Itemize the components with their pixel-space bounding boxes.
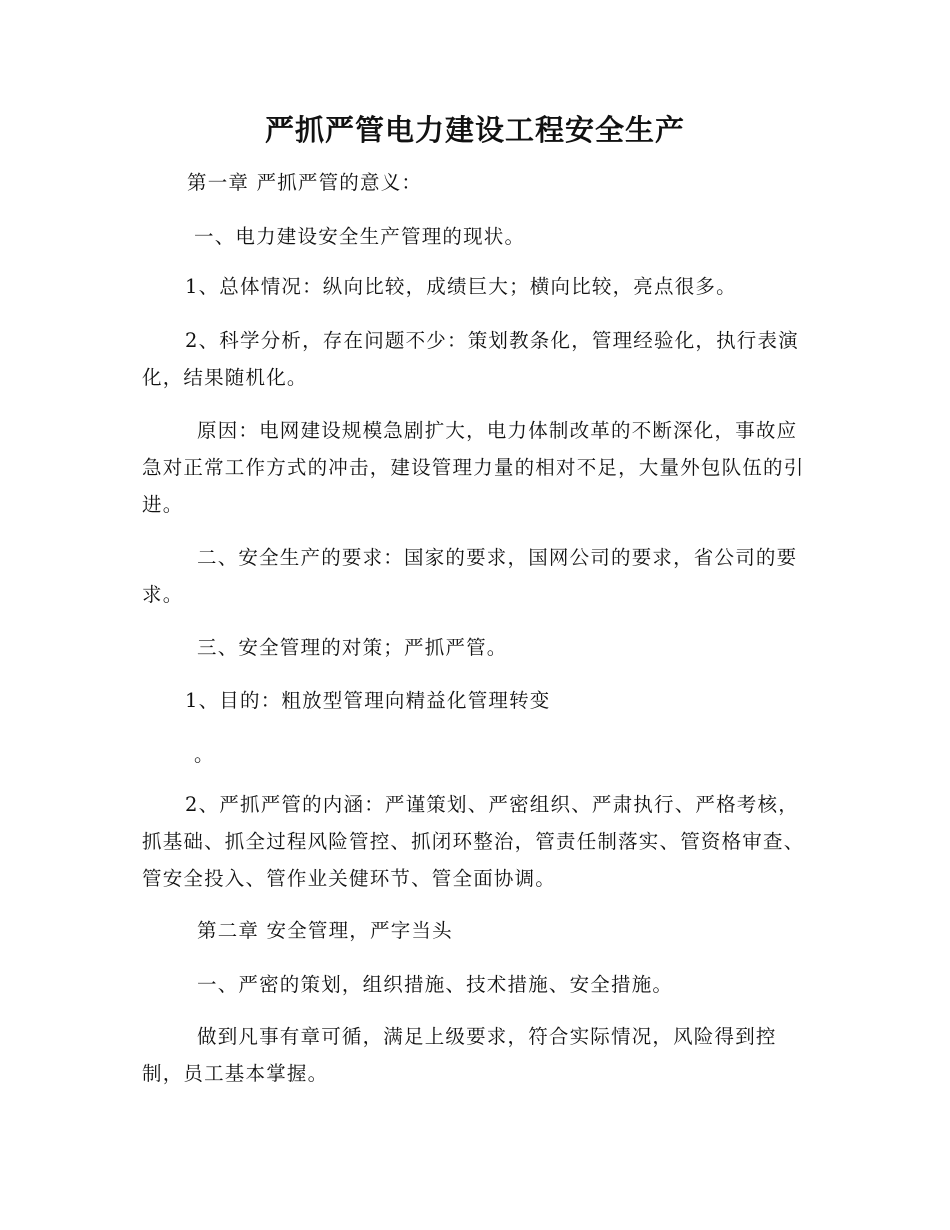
section-countermeasures-heading: 三、安全管理的对策；严抓严管。 (197, 636, 508, 659)
paragraph-connotation: 2、严抓严管的内涵：严谨策划、严密组织、严肃执行、严格考核，抓基础、抓全过程风险管控、抓闭环整治，管责任制落实、管资格审查、管安全投入、管作业关健环节、管全面协调。 (142, 793, 805, 890)
chapter-one-heading: 第一章 严抓严管的意义： (187, 171, 423, 194)
section-status-heading: 一、电力建设安全生产管理的现状。 (194, 225, 526, 248)
paragraph-reasons: 原因：电网建设规模急剧扩大，电力体制改革的不断深化，事故应急对正常工作方式的冲击，建设管理力量的相对不足，大量外包队伍的引进。 (142, 419, 805, 516)
section-requirements-heading: 二、安全生产的要求：国家的要求，国网公司的要求，省公司的要求。 (142, 546, 798, 606)
paragraph-period: 。 (194, 743, 215, 766)
paragraph-overall-situation: 1、总体情况：纵向比较，成绩巨大；横向比较，亮点很多。 (185, 275, 737, 298)
paragraph-rules: 做到凡事有章可循，满足上级要求，符合实际情况，风险得到控制，员工基本掌握。 (142, 1025, 777, 1085)
section-planning-heading: 一、严密的策划，组织措施、技术措施、安全措施。 (197, 973, 674, 996)
document-title: 严抓严管电力建设工程安全生产 (264, 113, 685, 147)
chapter-two-heading: 第二章 安全管理，严字当头 (197, 919, 453, 942)
paragraph-purpose: 1、目的：粗放型管理向精益化管理转变 (185, 689, 551, 712)
paragraph-scientific-analysis: 2、科学分析，存在问题不少：策划教条化，管理经验化，执行表演化，结果随机化。 (142, 329, 799, 389)
